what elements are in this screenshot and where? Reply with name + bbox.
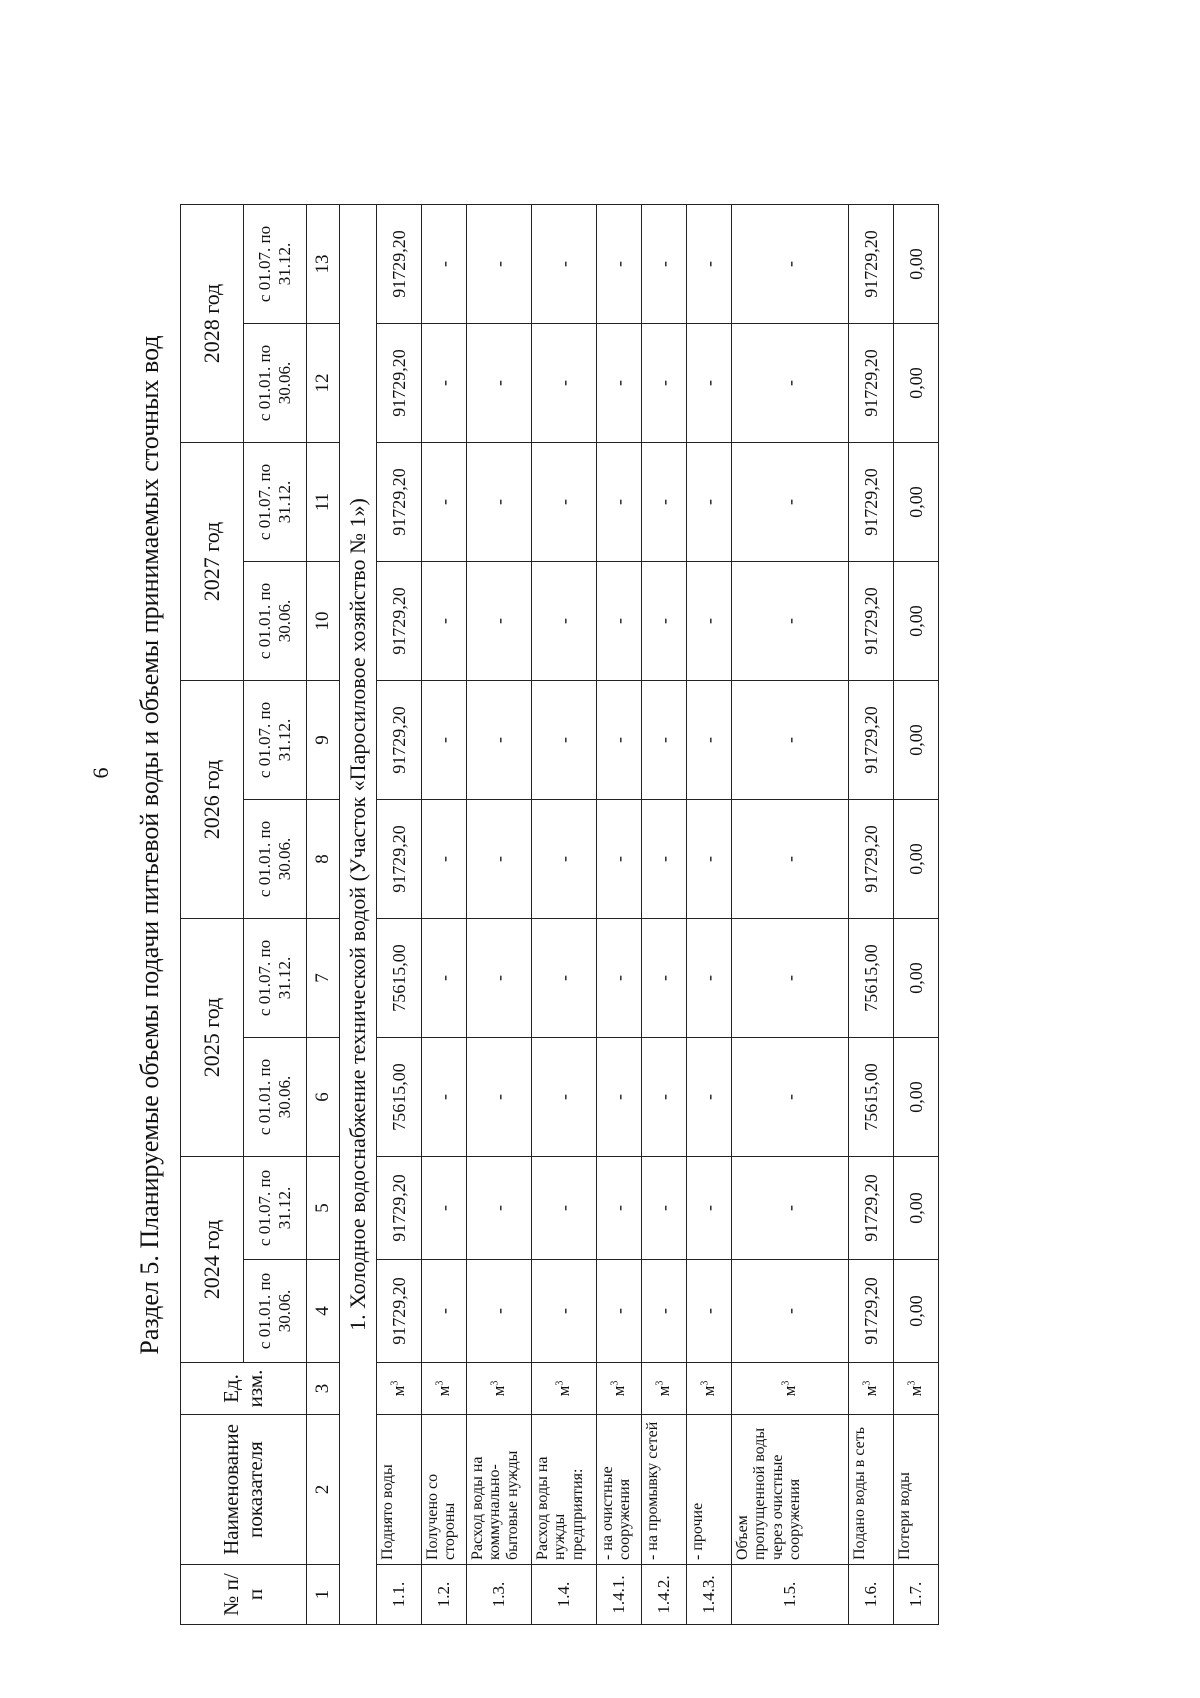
value-cell: 91729,20 — [849, 443, 894, 562]
value-cell: - — [597, 205, 642, 324]
value-cell: - — [532, 1157, 597, 1260]
header-year-2024: 2024 год — [181, 1157, 244, 1363]
value-cell: 91729,20 — [377, 324, 422, 443]
row-number: 1.4.2. — [642, 1565, 687, 1625]
table-row — [894, 205, 939, 1625]
value-cell: - — [532, 562, 597, 681]
value-cell: 0,00 — [894, 324, 939, 443]
value-cell: - — [687, 324, 732, 443]
header-period-second-3: с 01.07. по 31.12. — [244, 443, 307, 562]
header-number: № п/п — [181, 1565, 307, 1625]
value-cell: - — [467, 443, 532, 562]
value-cell: - — [422, 800, 467, 919]
value-cell: 91729,20 — [377, 681, 422, 800]
header-period-second-2: с 01.07. по 31.12. — [244, 681, 307, 800]
section-title-cell: 1. Холодное водоснабжение технической водой (Участок «Паросиловое хозяйство № 1») — [340, 205, 377, 1625]
value-cell: 91729,20 — [849, 681, 894, 800]
row-number: 1.5. — [732, 1565, 849, 1625]
column-number: 12 — [307, 324, 340, 443]
value-cell: - — [642, 681, 687, 800]
value-cell: - — [532, 324, 597, 443]
value-cell: - — [642, 1260, 687, 1363]
value-cell: 91729,20 — [377, 443, 422, 562]
column-numbers-row — [307, 205, 340, 1625]
value-cell: - — [532, 919, 597, 1038]
value-cell: 0,00 — [894, 919, 939, 1038]
value-cell: 0,00 — [894, 443, 939, 562]
value-cell: 91729,20 — [849, 1260, 894, 1363]
value-cell: - — [597, 919, 642, 1038]
section-row — [340, 205, 377, 1625]
column-number: 2 — [307, 1415, 340, 1565]
unit-text: м — [609, 1385, 629, 1397]
row-indicator-name: Подано воды в сеть — [849, 1415, 894, 1565]
header-period-second-4: с 01.07. по 31.12. — [244, 205, 307, 324]
row-indicator-name: Получено со стороны — [422, 1415, 467, 1565]
row-unit — [377, 1363, 422, 1415]
value-cell: - — [732, 443, 849, 562]
row-unit — [687, 1363, 732, 1415]
row-unit — [422, 1363, 467, 1415]
value-cell: - — [732, 1260, 849, 1363]
section-title: Раздел 5. Планируемые объемы подачи питьевой воды и объемы принимаемых сточных вод — [135, 335, 164, 1355]
value-cell: 0,00 — [894, 681, 939, 800]
row-number: 1.4.3. — [687, 1565, 732, 1625]
table-row — [732, 205, 849, 1625]
value-cell: - — [642, 1157, 687, 1260]
volumes-table — [180, 204, 939, 1625]
value-cell: - — [532, 1260, 597, 1363]
row-number: 1.3. — [467, 1565, 532, 1625]
value-cell: 0,00 — [894, 1038, 939, 1157]
row-indicator-name: Объем пропущенной воды через очистные сооружения — [732, 1415, 849, 1565]
row-indicator-name: - на промывку сетей — [642, 1415, 687, 1565]
table-row — [532, 205, 597, 1625]
value-cell: 91729,20 — [377, 1157, 422, 1260]
column-number: 4 — [307, 1260, 340, 1363]
value-cell: - — [422, 919, 467, 1038]
value-cell: - — [642, 205, 687, 324]
row-indicator-name: - прочие — [687, 1415, 732, 1565]
value-cell: 91729,20 — [849, 1157, 894, 1260]
value-cell: 75615,00 — [377, 1038, 422, 1157]
unit-power: 3 — [609, 1380, 621, 1386]
value-cell: - — [642, 1038, 687, 1157]
value-cell: - — [467, 1038, 532, 1157]
value-cell: - — [687, 1260, 732, 1363]
column-number: 7 — [307, 919, 340, 1038]
row-unit — [894, 1363, 939, 1415]
table-row — [422, 205, 467, 1625]
column-number: 1 — [307, 1565, 340, 1625]
value-cell: - — [687, 1157, 732, 1260]
value-cell: 91729,20 — [849, 324, 894, 443]
value-cell: - — [642, 919, 687, 1038]
value-cell: - — [732, 1157, 849, 1260]
row-number: 1.6. — [849, 1565, 894, 1625]
value-cell: 0,00 — [894, 800, 939, 919]
row-number: 1.2. — [422, 1565, 467, 1625]
value-cell: - — [642, 800, 687, 919]
unit-text: м — [906, 1385, 926, 1397]
table-row — [377, 205, 422, 1625]
unit-text: м — [434, 1385, 454, 1397]
table-row — [597, 205, 642, 1625]
row-unit — [642, 1363, 687, 1415]
value-cell: - — [597, 443, 642, 562]
header-row-1 — [181, 205, 244, 1625]
column-number: 6 — [307, 1038, 340, 1157]
unit-text: м — [554, 1385, 574, 1397]
row-indicator-name: Поднято воды — [377, 1415, 422, 1565]
column-number: 10 — [307, 562, 340, 681]
row-unit — [597, 1363, 642, 1415]
row-number: 1.7. — [894, 1565, 939, 1625]
row-unit — [532, 1363, 597, 1415]
value-cell: - — [467, 205, 532, 324]
value-cell: - — [732, 324, 849, 443]
rotated-page-content — [133, 65, 1200, 1625]
unit-power: 3 — [861, 1380, 873, 1386]
header-period-second-1: с 01.07. по 31.12. — [244, 919, 307, 1038]
column-number: 11 — [307, 443, 340, 562]
column-number: 9 — [307, 681, 340, 800]
header-period-first-2: с 01.01. по 30.06. — [244, 800, 307, 919]
value-cell: - — [467, 919, 532, 1038]
value-cell: - — [467, 1260, 532, 1363]
unit-text: м — [861, 1385, 881, 1397]
value-cell: - — [422, 1038, 467, 1157]
unit-power: 3 — [906, 1380, 918, 1386]
unit-text: м — [654, 1385, 674, 1397]
header-year-2028: 2028 год — [181, 205, 244, 443]
value-cell: 91729,20 — [377, 205, 422, 324]
value-cell: 91729,20 — [377, 800, 422, 919]
column-number: 13 — [307, 205, 340, 324]
value-cell: 75615,00 — [849, 1038, 894, 1157]
value-cell: 91729,20 — [849, 562, 894, 681]
header-name: Наименование показателя — [181, 1415, 307, 1565]
value-cell: - — [687, 205, 732, 324]
row-unit — [732, 1363, 849, 1415]
value-cell: - — [732, 205, 849, 324]
unit-power: 3 — [699, 1380, 711, 1386]
row-number: 1.1. — [377, 1565, 422, 1625]
value-cell: - — [687, 681, 732, 800]
header-period-first-1: с 01.01. по 30.06. — [244, 1038, 307, 1157]
header-period-first-4: с 01.01. по 30.06. — [244, 324, 307, 443]
value-cell: - — [597, 1157, 642, 1260]
value-cell: 91729,20 — [377, 562, 422, 681]
table-row — [687, 205, 732, 1625]
value-cell: - — [597, 562, 642, 681]
header-year-2025: 2025 год — [181, 919, 244, 1157]
column-number: 5 — [307, 1157, 340, 1260]
value-cell: 0,00 — [894, 1157, 939, 1260]
value-cell: - — [687, 443, 732, 562]
value-cell: - — [532, 205, 597, 324]
row-indicator-name: Расход воды на коммунально-бытовые нужды — [467, 1415, 532, 1565]
value-cell: - — [732, 800, 849, 919]
value-cell: - — [467, 1157, 532, 1260]
value-cell: - — [687, 1038, 732, 1157]
unit-power: 3 — [654, 1380, 666, 1386]
unit-power: 3 — [780, 1380, 792, 1386]
header-period-first-3: с 01.01. по 30.06. — [244, 562, 307, 681]
unit-text: м — [489, 1385, 509, 1397]
value-cell: - — [642, 562, 687, 681]
value-cell: 91729,20 — [377, 1260, 422, 1363]
header-period-second-0: с 01.07. по 31.12. — [244, 1157, 307, 1260]
header-unit: Ед. изм. — [181, 1363, 307, 1415]
row-indicator-name: Расход воды на нужды предприятия: — [532, 1415, 597, 1565]
value-cell: - — [642, 324, 687, 443]
value-cell: 91729,20 — [849, 800, 894, 919]
unit-text: м — [699, 1385, 719, 1397]
value-cell: - — [687, 562, 732, 681]
table-wrap — [180, 204, 939, 1625]
table-row — [849, 205, 894, 1625]
value-cell: - — [532, 1038, 597, 1157]
value-cell: - — [732, 1038, 849, 1157]
value-cell: 0,00 — [894, 562, 939, 681]
unit-text: м — [780, 1385, 800, 1397]
value-cell: - — [597, 1260, 642, 1363]
value-cell: - — [422, 681, 467, 800]
value-cell: - — [467, 562, 532, 681]
value-cell: - — [422, 1260, 467, 1363]
table-row — [642, 205, 687, 1625]
unit-text: м — [389, 1385, 409, 1397]
value-cell: - — [597, 800, 642, 919]
value-cell: 91729,20 — [849, 205, 894, 324]
page-number: 6 — [88, 767, 113, 779]
value-cell: - — [732, 681, 849, 800]
value-cell: - — [597, 324, 642, 443]
value-cell: - — [597, 1038, 642, 1157]
value-cell: - — [422, 443, 467, 562]
value-cell: - — [687, 800, 732, 919]
value-cell: - — [422, 562, 467, 681]
value-cell: - — [687, 919, 732, 1038]
value-cell: - — [532, 443, 597, 562]
value-cell: - — [467, 324, 532, 443]
header-year-2026: 2026 год — [181, 681, 244, 919]
row-number: 1.4.1. — [597, 1565, 642, 1625]
value-cell: - — [532, 800, 597, 919]
value-cell: - — [532, 681, 597, 800]
header-period-first-0: с 01.01. по 30.06. — [244, 1260, 307, 1363]
unit-power: 3 — [434, 1380, 446, 1386]
value-cell: 75615,00 — [849, 919, 894, 1038]
value-cell: - — [467, 681, 532, 800]
column-number: 8 — [307, 800, 340, 919]
unit-power: 3 — [489, 1380, 501, 1386]
value-cell: 75615,00 — [377, 919, 422, 1038]
value-cell: - — [422, 1157, 467, 1260]
row-indicator-name: - на очистные сооружения — [597, 1415, 642, 1565]
unit-power: 3 — [389, 1380, 401, 1386]
row-number: 1.4. — [532, 1565, 597, 1625]
column-number: 3 — [307, 1363, 340, 1415]
table-row — [467, 205, 532, 1625]
value-cell: - — [422, 205, 467, 324]
value-cell: 0,00 — [894, 205, 939, 324]
value-cell: - — [467, 800, 532, 919]
unit-power: 3 — [554, 1380, 566, 1386]
row-unit — [849, 1363, 894, 1415]
value-cell: 0,00 — [894, 1260, 939, 1363]
header-year-2027: 2027 год — [181, 443, 244, 681]
value-cell: - — [642, 443, 687, 562]
value-cell: - — [732, 919, 849, 1038]
value-cell: - — [732, 562, 849, 681]
row-unit — [467, 1363, 532, 1415]
value-cell: - — [597, 681, 642, 800]
row-indicator-name: Потери воды — [894, 1415, 939, 1565]
value-cell: - — [422, 324, 467, 443]
